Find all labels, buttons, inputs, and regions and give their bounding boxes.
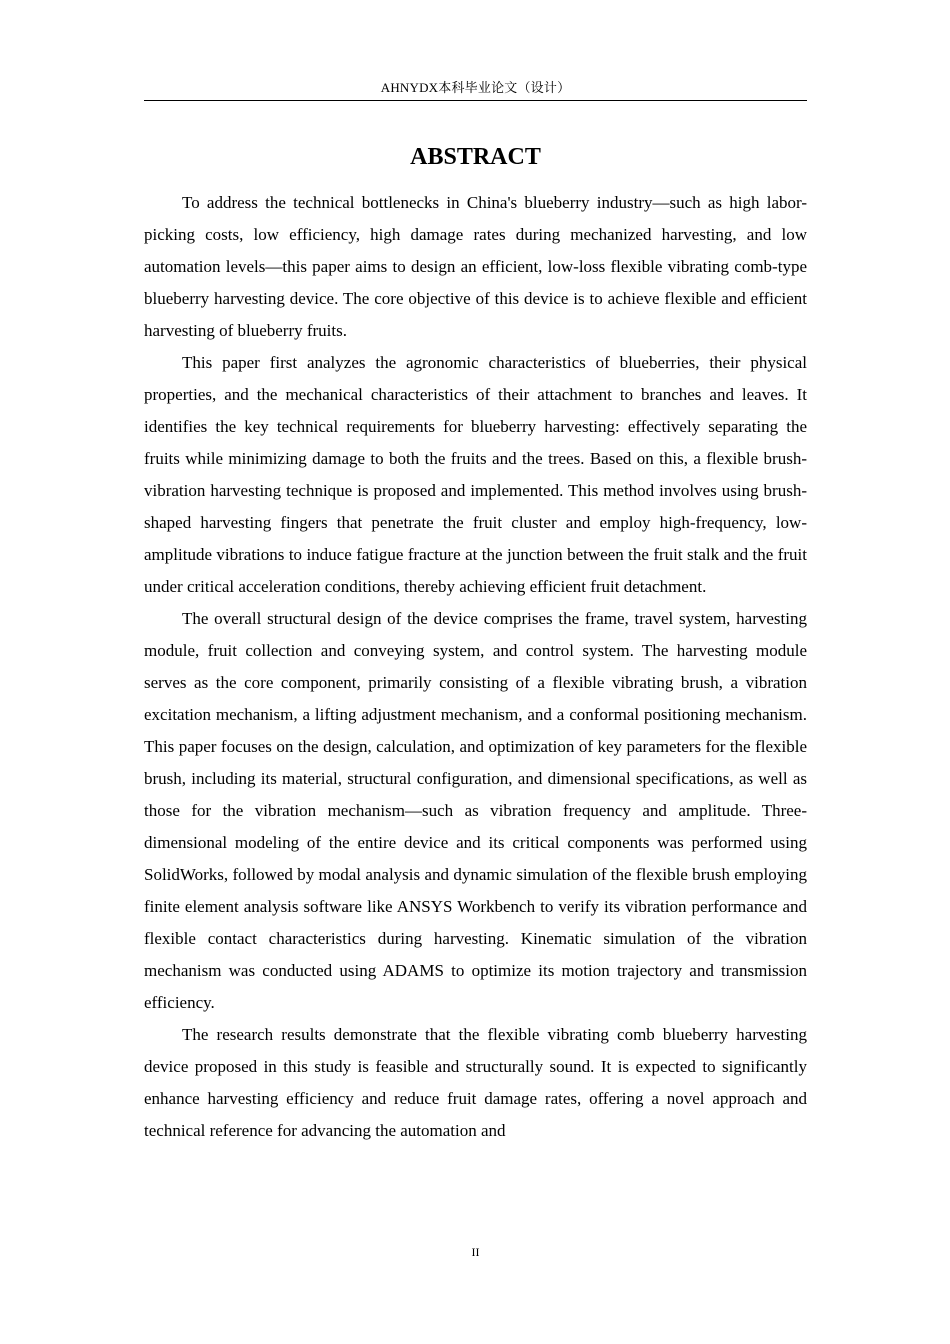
abstract-paragraph-1: To address the technical bottlenecks in China's blueberry industry—such as high labor-picking costs, low efficiency, high damage rates during mechanized harvesting, and low automation levels—this paper aims to design an efficient, low-loss flexible vibrating comb-type blueberry harvesting device. The core objective of this device is to achieve flexible and efficient harvesting of blueberry fruits. — [144, 193, 807, 340]
running-header: AHNYDX本科毕业论文（设计） — [380, 80, 571, 95]
page-number: II — [471, 1245, 480, 1259]
abstract-paragraph-4: The research results demonstrate that the flexible vibrating comb blueberry harvesting device proposed in this study is feasible and structurally sound. It is expected to significantly enhance harvesting efficiency and reduce fruit damage rates, offering a novel approach and technical reference for advancing the automation and — [144, 1025, 807, 1140]
abstract-body — [144, 187, 807, 1147]
abstract-paragraph-2: This paper first analyzes the agronomic characteristics of blueberries, their physical properties, and the mechanical characteristics of their attachment to branches and leaves. It identifies the key technical requirements for blueberry harvesting: effectively separating the fruits while minimizing damage to both the fruits and the trees. Based on this, a flexible brush-vibration harvesting technique is proposed and implemented. This method involves using brush-shaped harvesting fingers that penetrate the fruit cluster and employ high-frequency, low-amplitude vibrations to induce fatigue fracture at the junction between the fruit stalk and the fruit under critical acceleration conditions, thereby achieving efficient fruit detachment. — [144, 353, 807, 596]
abstract-paragraph-3: The overall structural design of the device comprises the frame, travel system, harvesting module, fruit collection and conveying system, and control system. The harvesting module serves as the core component, primarily consisting of a flexible vibrating brush, a vibration excitation mechanism, a lifting adjustment mechanism, and a conformal positioning mechanism. This paper focuses on the design, calculation, and optimization of key parameters for the flexible brush, including its material, structural configuration, and dimensional specifications, as well as those for the vibration mechanism—such as vibration frequency and amplitude. Three-dimensional modeling of the entire device and its critical components was performed using SolidWorks, followed by modal analysis and dynamic simulation of the flexible brush employing finite element analysis software like ANSYS Workbench to verify its vibration performance and flexible contact characteristics during harvesting. Kinematic simulation of the vibration mechanism was conducted using ADAMS to optimize its motion trajectory and transmission efficiency. — [144, 609, 807, 1012]
header-rule — [144, 100, 807, 101]
abstract-title: ABSTRACT — [410, 144, 541, 170]
